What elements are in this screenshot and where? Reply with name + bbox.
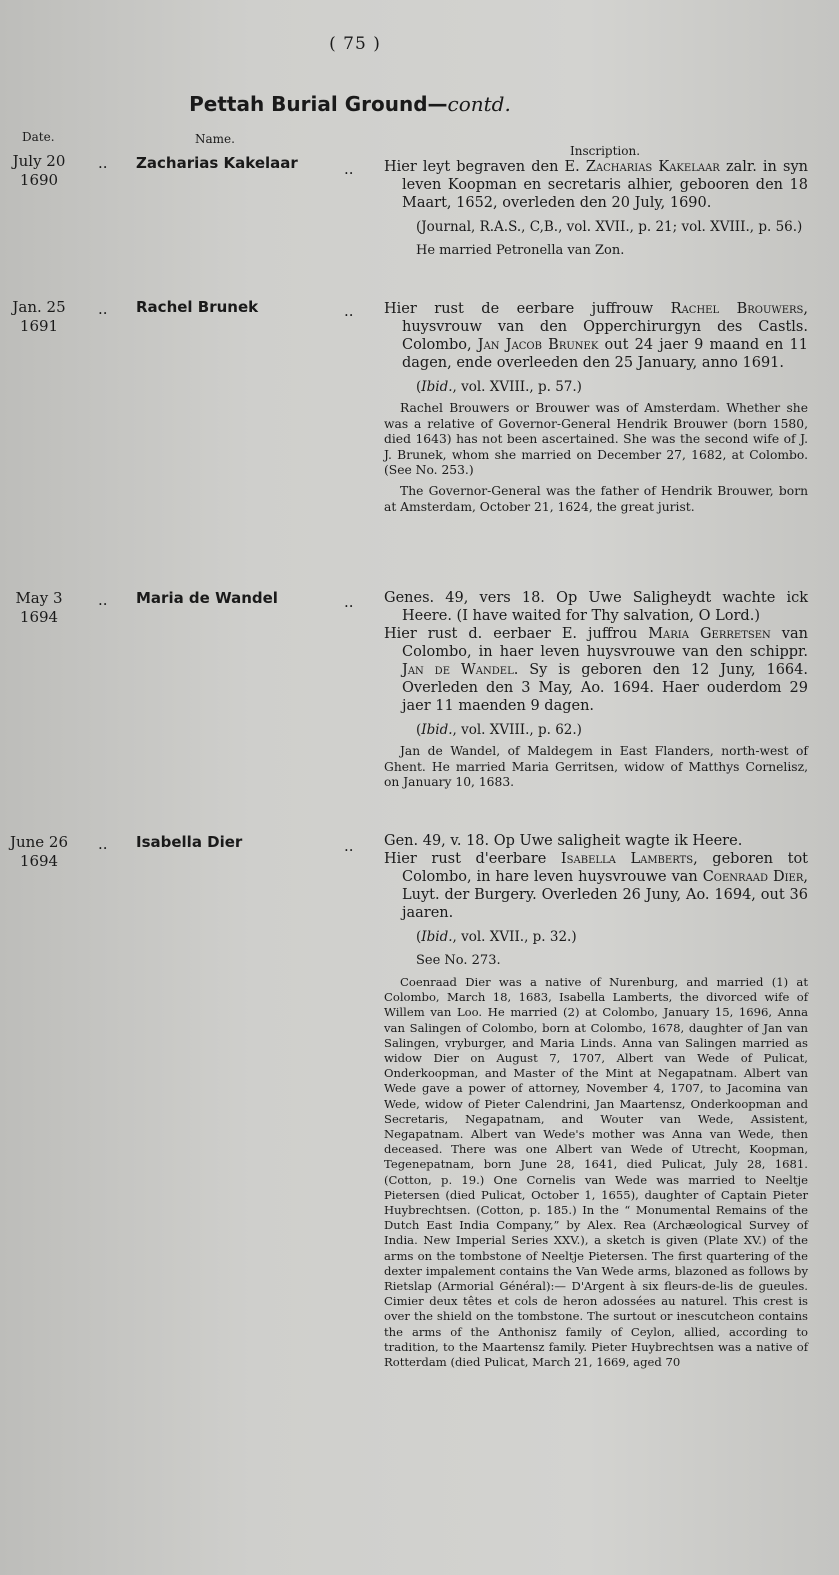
inscription-text: Hier leyt begraven den E. Zacharias Kakelaar zalr. in syn leven Koopman en secretaris alhier, gebooren den 18 Maart, 1652, overleden den 20 July, 1690. [384, 159, 808, 211]
note: Coenraad Dier was a native of Nurenburg, and married (1) at Colombo, March 18, 1683, Isabella Lamberts, the divorced wife of Willem van Loo. He married (2) at Colombo, January 15, 1696, Anna van Salingen of Colombo, born at Colombo, 1678, daughter of Jan van Salingen, vryburger, and Maria Linds. Anna van Salingen married as widow Dier on August 7, 1707, Albert van Wede of Pulicat, Onderkoopman, and Master of the Mint at Negapatnam. Albert van Wede gave a power of attorney, November 4, 1707, to Jacomina van Wede, widow of Pieter Calendrini, Jan Maartensz, Onderkoopman and Secretaris, Negapatnam, and Wouter van Wede, Assistent, Negapatnam. Albert van Wede's mother was Anna van Wede, then deceased. There was one Albert van Wede of Utrecht, Koopman, Tegenepatnam, born June 28, 1641, died Pulicat, July 28, 1681. (Cotton, p. 19.) One Cornelis van Wede was married to Neeltje Pietersen (died Pulicat, October 1, 1655), daughter of Captain Pieter Huybrechtsen. (Cotton, p. 185.) In the “ Monumental Remains of the Dutch East India Company,” by Alex. Rea (Archæological Survey of India. New Imperial Series XXV.), a sketch is given (Plate XV.) of the arms on the tombstone of Neeltje Pietersen. The first quartering of the dexter impalement contains the Van Wede arms, blazoned as follows by Rietslap (Armorial Général):— D'Argent à six fleurs-de-lis de gueules. Cimier deux têtes et cols de heron adossées au naturel. This crest is over the shield on the tombstone. The surtout or inescutcheon contains the arms of the Anthonisz family of Ceylon, allied, according to tradition, to the Maartensz family. Pieter Huybrechtsen was a native of Rotterdam (died Pulicat, March 21, 1669, aged 70 [384, 975, 808, 1370]
entry-inscription [384, 589, 808, 791]
page-number: ( 75 ) [329, 34, 381, 54]
verse-text: Gen. 49, v. 18. Op Uwe saligheit wagte ik Heere. [384, 833, 743, 849]
inscription-text: Hier rust de eerbare juffrouw Rachel Brouwers, huysvrouw van den Opperchirurgyn des Castls. Colombo, Jan Jacob Brunek out 24 jaer 9 maand en 11 dagen, ende overleeden den 25 January, anno 1691. [384, 301, 808, 371]
entry-date: Jan. 25 1691 [12, 298, 66, 335]
leader-dots: .. [98, 154, 108, 172]
entry-date: June 26 1694 [9, 833, 69, 870]
entry-inscription [384, 300, 808, 515]
reference: (Ibid., vol. XVII., p. 32.) [416, 929, 577, 945]
reference: (Journal, R.A.S., C,B., vol. XVII., p. 21; vol. XVIII., p. 56.) [416, 219, 803, 235]
entry-inscription [384, 832, 808, 1370]
entry-name: Rachel Brunek [136, 298, 259, 316]
note: Rachel Brouwers or Brouwer was of Amsterdam. Whether she was a relative of Governor-General Hendrik Brouwer (born 1580, died 1643) has not been ascertained. She was the second wife of J. J. Brunek, whom she married on December 27, 1682, at Colombo. (See No. 253.) [384, 401, 808, 478]
verse-text: Genes. 49, vers 18. Op Uwe Saligheydt wachte ick Heere. (I have waited for Thy salvation, O Lord.) [384, 590, 808, 624]
leader-dots: .. [344, 302, 354, 320]
inscription-text: Hier rust d'eerbare Isabella Lamberts, geboren tot Colombo, in hare leven huysvrouwe van Coenraad Dier, Luyt. der Burgery. Overleden 26 Juny, Ao. 1694, out 36 jaaren. [384, 851, 808, 921]
column-header-name: Name. [195, 132, 235, 146]
column-header-inscription: Inscription. [570, 144, 641, 158]
page-title [0, 92, 700, 116]
entry-date: May 3 1694 [15, 589, 63, 626]
leader-dots: .. [98, 300, 108, 318]
title-contd: contd. [447, 92, 511, 116]
leader-dots: .. [344, 837, 354, 855]
inscription-text: Hier rust d. eerbaer E. juffrou Maria Gerretsen van Colombo, in haer leven huysvrouwe van den schippr. Jan de Wandel. Sy is geboren den 12 Juny, 1664. Overleden den 3 May, Ao. 1694. Haer ouderdom 29 jaer 11 maenden 9 dagen. [384, 626, 808, 714]
leader-dots: .. [344, 593, 354, 611]
note: The Governor-General was the father of Hendrik Brouwer, born at Amsterdam, October 21, 1624, the great jurist. [384, 483, 808, 514]
reference: (Ibid., vol. XVIII., p. 57.) [416, 379, 582, 395]
reference: (Ibid., vol. XVIII., p. 62.) [416, 722, 582, 738]
entry-inscription [384, 158, 808, 260]
leader-dots: .. [98, 591, 108, 609]
column-header-date: Date. [22, 130, 55, 144]
note: He married Petronella van Zon. [416, 243, 625, 258]
see-reference: See No. 273. [416, 953, 501, 968]
entry-name: Maria de Wandel [136, 589, 278, 607]
leader-dots: .. [344, 160, 354, 178]
entry-name: Isabella Dier [136, 833, 243, 851]
title-main: Pettah Burial Ground— [189, 92, 448, 116]
note: Jan de Wandel, of Maldegem in East Flanders, north-west of Ghent. He married Maria Gerritsen, widow of Matthys Cornelisz, on January 10, 1683. [384, 744, 808, 790]
leader-dots: .. [98, 835, 108, 853]
entry-date: July 20 1690 [12, 152, 66, 189]
entry-name: Zacharias Kakelaar [136, 154, 298, 172]
